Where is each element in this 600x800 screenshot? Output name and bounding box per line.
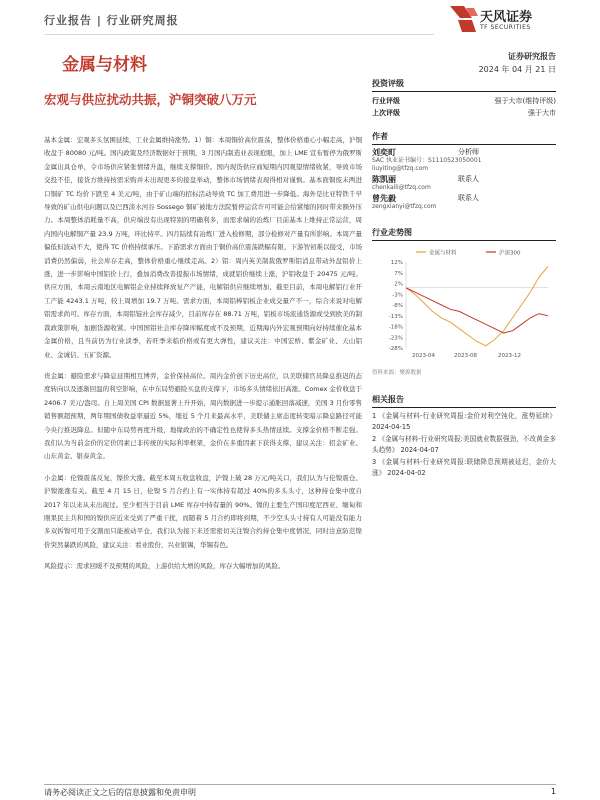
y-tick-label: 12% [390, 260, 403, 266]
sector-title: 金属与材料 [62, 55, 147, 75]
y-tick-label: -8% [392, 303, 403, 309]
related-report-item[interactable]: 1 《金属与材料-行业研究周报:金价对利空钝化，涨势延续》 2024-04-15 [372, 412, 556, 431]
series-line [406, 288, 548, 333]
rating-row [372, 95, 556, 107]
sidebar [372, 76, 556, 480]
author-name: 曾先毅 [372, 194, 396, 203]
rating-value: 强于大市 [528, 109, 556, 117]
logo-text-cn: 天风证券 [480, 10, 533, 25]
paragraph-risk: 风险提示：需求回暖不及预期的风险，上游供给大增的风险，库存大幅增加的风险。 [44, 562, 285, 571]
report-type: 证券研究报告 [508, 52, 556, 61]
legend-label: 沪深300 [499, 250, 521, 257]
author-block [372, 148, 556, 173]
header-divider [44, 34, 434, 35]
chart-heading: 行业走势图 [372, 225, 556, 241]
y-tick-label: -18% [388, 324, 403, 331]
related-report-item[interactable]: 2 《金属与材料-行业研究周报:美国就业数据强劲，不改黄金多头趋势》 2024-04-07 [372, 435, 556, 454]
related-report-item[interactable]: 3 《金属与材料-行业研究周报:联储降息预期被延迟，金价大涨》 2024-04-02 [372, 458, 556, 477]
disclaimer: 请务必阅读正文之后的信息披露和免责申明 [44, 788, 196, 797]
y-tick-label: -23% [388, 335, 403, 342]
author-block [372, 194, 556, 211]
rating-row [372, 107, 556, 119]
x-tick-label: 2023-12 [498, 353, 521, 359]
trend-chart [372, 244, 556, 366]
author-name: 刘奕町 [372, 148, 396, 157]
rating-key: 行业评级 [372, 97, 400, 105]
chart-source: 资料来源：聚源数据 [372, 370, 422, 376]
rating-key: 上次评级 [372, 109, 400, 117]
paragraph-base-metals: 基本金属：宏观多头氛围延续，工业金属维持涨势。1）铜：本周铜价高位震荡，整体价格重心小幅走高，沪铜收盘于 80080 元/吨。国内政策及经济数据好于预期，3 月国内制造业表现抢眼，加上 LME 宣布暂停为俄罗斯金属出具仓单，令市场供应紧张情绪升温，继续支撑铜价。国内现货供应商短期内因观望情绪收紧，导致市场交投不佳，接货方维持按需采购并未出现更多的接盘举动，整体市场情绪表现得相对谨慎。基本面铜废未两进口铜矿 TC 均价下跌至 4 美元/吨，由于矿山端的招标活动导致 TC 加工费用进一步降低。海外是比亚特铁千早导致的矿山供电问题以及巴西淡水河谷 Sossego 铜矿被地方法院暂停运营许可可能会给紧缩的同时带来额外压力。本周整体消耗量不高，供应端没有出现特别的明确利多，而需求端的治炼厂目前基本上维持正常运营，周内国内电解铜产量 23.9 万吨，环比持平。四月陆续有冶炼厂进入检修期，部分检修对产量有所影响。本周产量偏低但波动不大，使得 TC 价格持续承压。下游需求方面由于铜价高位震荡跌幅有限，下游智初难以接受，市场消费仍然偏弱，社会库存走高，整体价格重心继续走高。2）铝：周内英美制裁俄罗斯铝消息带动外盘铝价上涨，进一步影响中国铝价上行，叠加消费改善提振市场情绪，成就铝价继续上涨，沪铝收盘于 20475 元/吨。供应方面，本周云南地区电解铝企业持续释放复产产能，电解铝供应继续增加，截至目前，本周电解铝行业开工产能 4243.1 万吨，较上周增加 19.7 万吨。需求方面，本周铝棒铝板企业成交量产不一，综合来说对电解铝需求尚可。库存方面，本周铝锭社会库存减少，目前库存在 88.71 万吨，铝板市场流通货源或受到欧美的制裁政策影响，加剧货源收紧。中国国铝社会库存降库幅度或不及预期，近期海内外宏观预期向好持续催化基本金属价格，且当前仍为行业淡季，若旺季来临价格或有更大弹性，建议关注：中国宏桥、紫金矿业、天山铝业、金诚信、五矿资源。 [44, 136, 362, 359]
author-email[interactable]: liuyiting@tfzq.com [372, 165, 429, 172]
paragraph-minor-metals: 小金属：伦镍震荡反复，镍价大涨。截至本周五收盘收盘，沪镍上破 28 万元/吨关口，我们认为与伦镍震仓、沪镍涨涨有关。截至 4 月 15 日，伦镍 5 月合约上有一实体持有超过 40%的多头头寸，这种持仓集中度自 2017 年以来从未出现过。至少相当于目前 LME 库存中持有量的 90%。镍的主要生产国印度尼西亚、缅甸和刚果民主共和国的镍供应近来受到了严重干扰，而随着 5 月合约即将到期，不少空头头寸持有人可能没有能力多双拆镍可用于交割而只能被动平仓，我们认为接下来还需密切关注镍合约持仓集中度情况，同时注意防范镍价突然暴跌的风险，建议关注：看业股份，兴业银锡，华锡有色。 [44, 473, 362, 549]
author-name: 陈凯丽 [372, 175, 396, 184]
author-role: 分析师 [458, 148, 479, 156]
x-tick-label: 2023-08 [454, 353, 477, 359]
related-heading: 相关报告 [372, 392, 556, 408]
author-role: 联系人 [458, 175, 479, 183]
y-tick-label: -28% [388, 346, 403, 352]
series-line [406, 266, 548, 346]
report-body [44, 134, 362, 582]
breadcrumb: 行业报告 | 行业研究周报 [44, 14, 179, 27]
rating-heading: 投资评级 [372, 76, 556, 92]
author-role: 联系人 [458, 194, 479, 202]
logo-text-en: TF SECURITIES [480, 24, 531, 31]
author-email[interactable]: chenkaili@tfzq.com [372, 184, 431, 191]
page-number: 1 [550, 787, 556, 796]
report-date: 2024 年 04 月 21 日 [478, 65, 556, 74]
x-tick-label: 2023-04 [412, 353, 435, 359]
authors-heading: 作者 [372, 129, 556, 145]
rating-value: 强于大市(维持评级) [494, 97, 556, 105]
author-email[interactable]: zengxianyi@tfzq.com [372, 203, 437, 210]
y-tick-label: -13% [388, 313, 403, 320]
logo-mark-icon [450, 6, 478, 32]
footer-divider [44, 784, 556, 785]
y-tick-label: 2% [394, 281, 403, 288]
author-block [372, 175, 556, 192]
paragraph-precious-metals: 贵金属：避险需求与降息延期相互博弈，金价保持高位。周内金价创下历史高位，以美联储官员降息推迟的态度转向以及逐渐回温的利空影响，在中东局势避险买盘的支撑下，市场多头情绪依旧高涨。Comex 金价收盘于 2406.7 美元/盎司。自上周美国 CPI 数据显著上升开始，周内数据进一步提示通胀回落减速，美国 3 月份零售销售额超预期，两年期国债收益率逼近 5%，缩近 5 个月来最高水平，美联储主席态度转变暗示降息路径可能今央行推迟降息。但随中东局势再度升级，地缘政治的不确定性也使得多头热情延续。支撑金价格不断走强。我们认为当前金价的定价因素已非传统的实际利率框架，金价在多重因素下获得支撑，建议关注：招金矿业、山东黄金、银泰黄金。 [44, 371, 362, 461]
legend-label: 金属与材料 [429, 250, 457, 257]
y-tick-label: -3% [392, 292, 403, 299]
trend-chart-svg [372, 244, 556, 366]
report-title: 宏观与供应扰动共振，沪铜突破八万元 [44, 92, 257, 107]
y-tick-label: 7% [394, 270, 403, 277]
author-cert: SAC 执业证书编号：S1110523050001 [372, 157, 482, 164]
